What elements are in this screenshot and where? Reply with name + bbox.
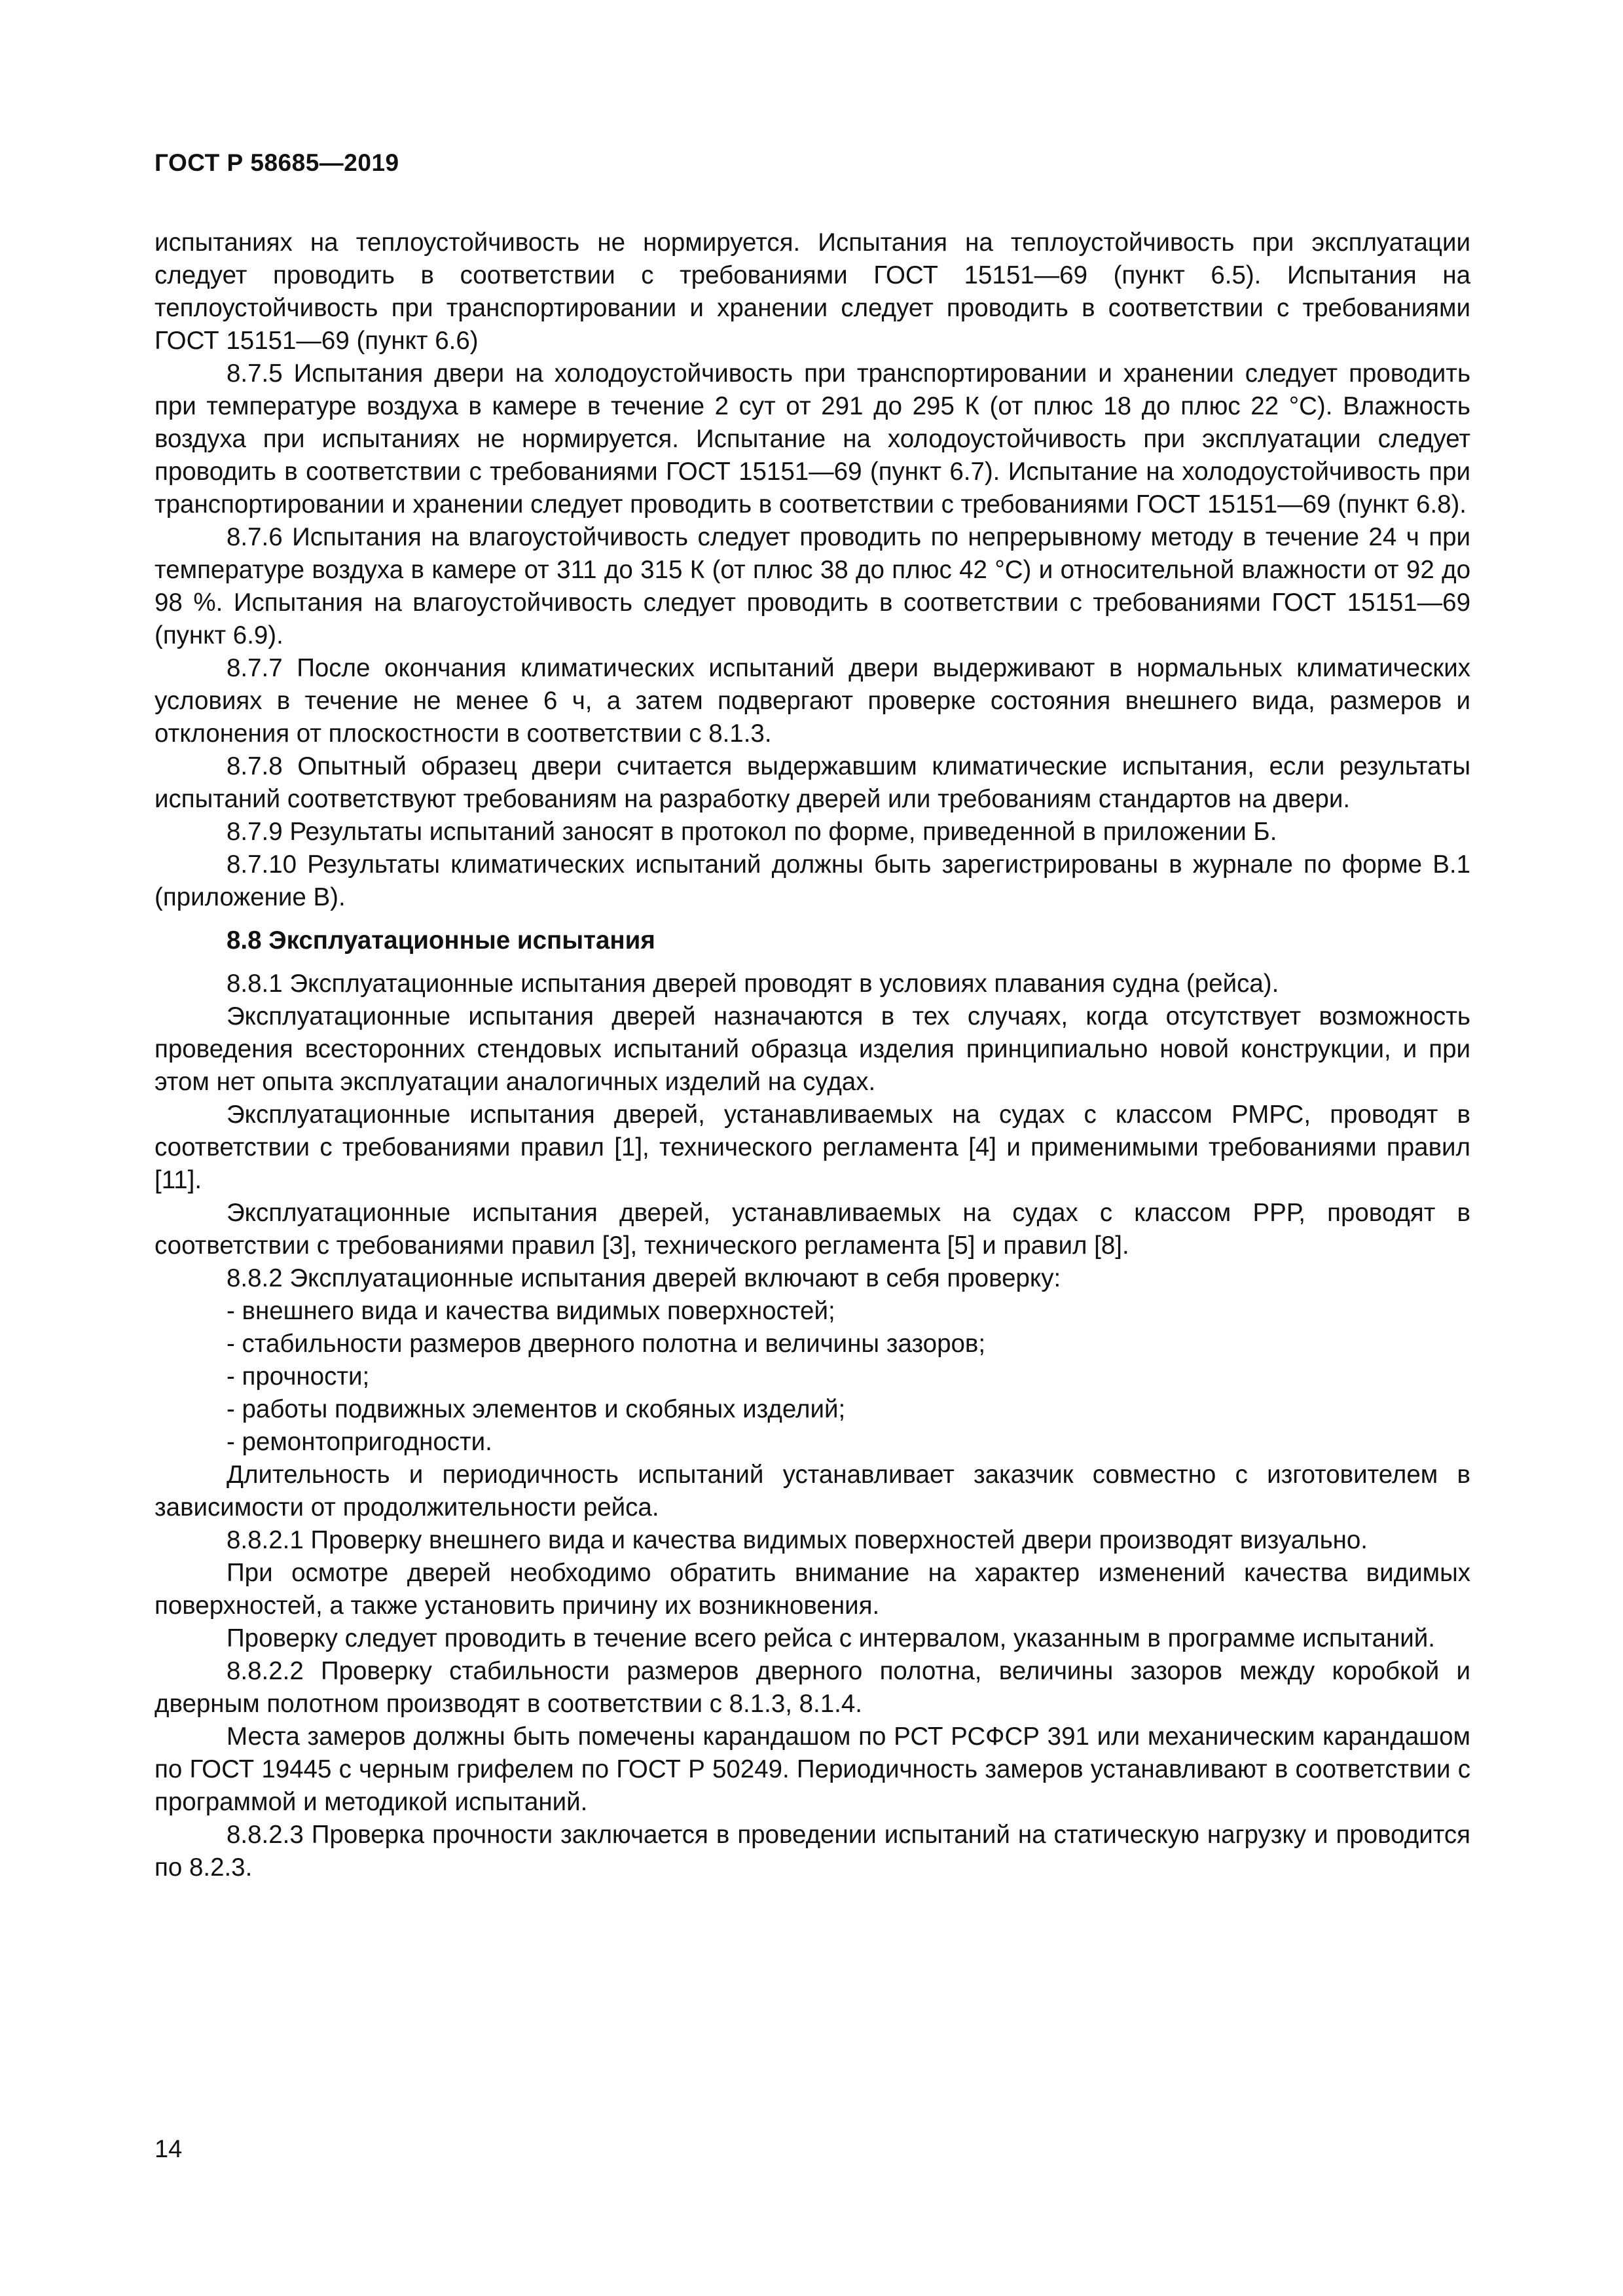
paragraph-8-7-5: 8.7.5 Испытания двери на холодоустойчивость при транспортировании и хранении следует проводить при температуре воздуха в камере в течение 2 сут от 291 до 295 К (от плюс 18 до плюс 22 °С). Влажность воздуха при испытаниях не нормируется. Испытание на холодоустойчивость при эксплуатации следует проводить в соответствии с требованиями ГОСТ 15151—69 (пункт 6.7). Испытание на холодоустойчивость при транспортировании и хранении следует проводить в соответствии с требованиями ГОСТ 15151—69 (пункт 6.8).: [155, 359, 1470, 519]
paragraph: Эксплуатационные испытания дверей назначаются в тех случаях, когда отсутствует возможность проведения всесторонних стендовых испытаний образца изделия принципиально новой конструкции, и при этом нет опыта эксплуатации аналогичных изделий на судах.: [155, 1002, 1470, 1096]
paragraph: Места замеров должны быть помечены карандашом по РСТ РСФСР 391 или механическим карандашом по ГОСТ 19445 с черным грифелем по ГОСТ Р 50249. Периодичность замеров устанавливают в соответствии с программой и методикой испытаний.: [155, 1722, 1470, 1816]
paragraph: Эксплуатационные испытания дверей, устанавливаемых на судах с классом РМРС, проводят в соответствии с требованиями правил [1], технического регламента [4] и применимыми требованиями правил [11].: [155, 1101, 1470, 1194]
paragraph: Проверку следует проводить в течение всего рейса с интервалом, указанным в программе испытаний.: [227, 1624, 1435, 1652]
list-item: - внешнего вида и качества видимых поверхностей;: [227, 1297, 835, 1325]
paragraph: Эксплуатационные испытания дверей, устанавливаемых на судах с классом РРР, проводят в соответствии с требованиями правил [3], технического регламента [5] и правил [8].: [155, 1199, 1470, 1260]
list-item: - ремонтопригодности.: [227, 1428, 492, 1456]
paragraph-8-8-2-1: 8.8.2.1 Проверку внешнего вида и качества видимых поверхностей двери производят визуально.: [227, 1526, 1368, 1554]
paragraph-8-8-1: 8.8.1 Эксплуатационные испытания дверей проводят в условиях плавания судна (рейса).: [227, 970, 1279, 998]
list-item: - прочности;: [227, 1362, 370, 1391]
paragraph-8-7-10: 8.7.10 Результаты климатических испытаний должны быть зарегистрированы в журнале по форме В.1 (приложение В).: [155, 850, 1470, 911]
check-list: [155, 1295, 1470, 1459]
paragraph-8-7-8: 8.7.8 Опытный образец двери считается выдержавшим климатические испытания, если результаты испытаний соответствуют требованиям на разработку дверей или требованиям стандартов на двери.: [155, 752, 1470, 813]
document-header: ГОСТ Р 58685—2019: [155, 149, 399, 176]
paragraph: Длительность и периодичность испытаний устанавливает заказчик совместно с изготовителем в зависимости от продолжительности рейса.: [155, 1461, 1470, 1522]
paragraph-8-8-2-3: 8.8.2.3 Проверка прочности заключается в проведении испытаний на статическую нагрузку и проводится по 8.2.3.: [155, 1821, 1470, 1882]
paragraph-8-7-7: 8.7.7 После окончания климатических испытаний двери выдерживают в нормальных климатических условиях в течение не менее 6 ч, а затем подвергают проверке состояния внешнего вида, размеров и отклонения от плоскостности в соответствии с 8.1.3.: [155, 654, 1470, 748]
paragraph: испытаниях на теплоустойчивость не нормируется. Испытания на теплоустойчивость при эксплуатации следует проводить в соответствии с требованиями ГОСТ 15151—69 (пункт 6.5). Испытания на теплоустойчивость при транспортировании и хранении следует проводить в соответствии с требованиями ГОСТ 15151—69 (пункт 6.6): [155, 228, 1470, 355]
paragraph-8-8-2: 8.8.2 Эксплуатационные испытания дверей включают в себя проверку:: [227, 1264, 1061, 1292]
list-item: - стабильности размеров дверного полотна и величины зазоров;: [227, 1330, 986, 1358]
section-heading-8-8: 8.8 Эксплуатационные испытания: [227, 926, 655, 955]
paragraph-8-7-6: 8.7.6 Испытания на влагоустойчивость следует проводить по непрерывному методу в течение 24 ч при температуре воздуха в камере от 311 до 315 К (от плюс 38 до плюс 42 °С) и относительной влажности от 92 до 98 %. Испытания на влагоустойчивость следует проводить в соответствии с требованиями ГОСТ 15151—69 (пункт 6.9).: [155, 523, 1470, 649]
paragraph-8-8-2-2: 8.8.2.2 Проверку стабильности размеров дверного полотна, величины зазоров между коробкой и дверным полотном производят в соответствии с 8.1.3, 8.1.4.: [155, 1657, 1470, 1718]
document-body: [155, 227, 1470, 1884]
page-number: 14: [155, 2136, 183, 2163]
paragraph: При осмотре дверей необходимо обратить внимание на характер изменений качества видимых поверхностей, а также установить причину их возникновения.: [155, 1559, 1470, 1620]
list-item: - работы подвижных элементов и скобяных изделий;: [227, 1395, 846, 1423]
paragraph-8-7-9: 8.7.9 Результаты испытаний заносят в протокол по форме, приведенной в приложении Б.: [227, 818, 1277, 846]
